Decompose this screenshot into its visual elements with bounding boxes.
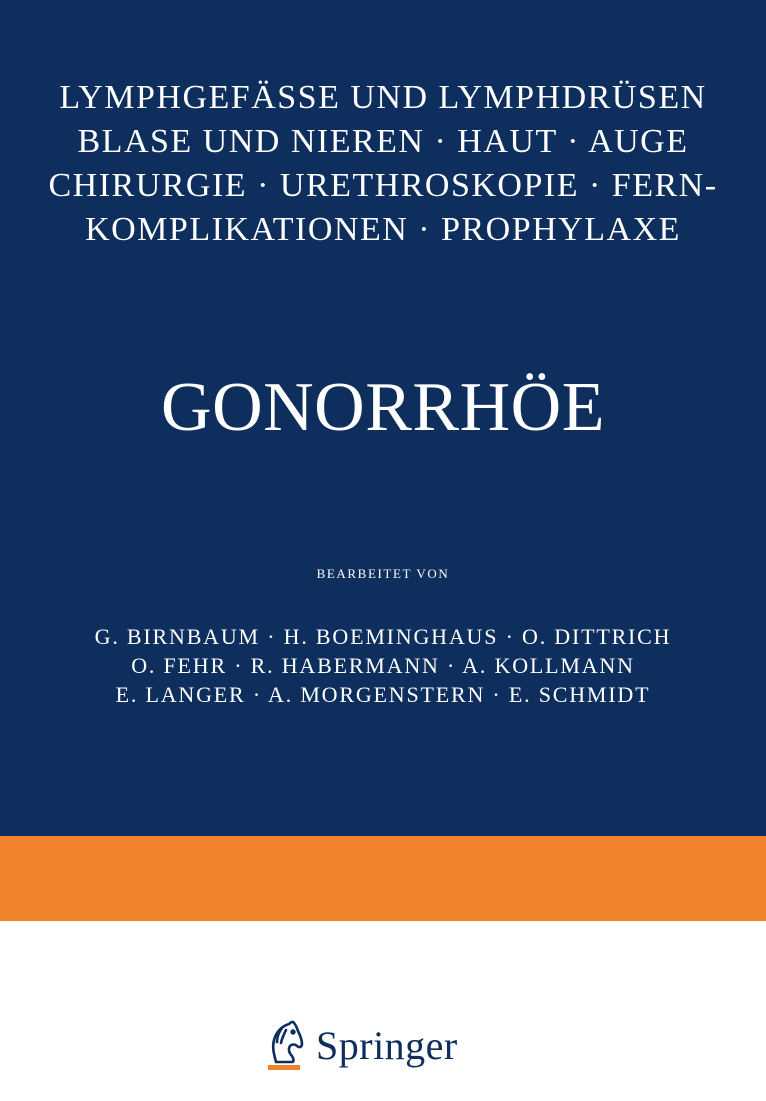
subject-lines bbox=[0, 76, 766, 252]
subject-line-2: BLASE UND NIEREN · HAUT · AUGE bbox=[77, 123, 689, 160]
author-line-2: O. FEHR · R. HABERMANN · A. KOLLMANN bbox=[131, 653, 635, 678]
author-line-3: E. LANGER · A. MORGENSTERN · E. SCHMIDT bbox=[115, 682, 651, 707]
orange-band bbox=[0, 836, 766, 921]
subject-line-1: LYMPHGEFÄSSE UND LYMPHDRÜSEN bbox=[59, 79, 707, 116]
publisher-name: Springer bbox=[316, 1023, 458, 1068]
author-line-1: G. BIRNBAUM · H. BOEMINGHAUS · O. DITTRICH bbox=[94, 624, 672, 649]
springer-horse-head-icon bbox=[262, 1018, 306, 1074]
publisher-imprint bbox=[262, 1016, 458, 1076]
author-lines bbox=[0, 622, 766, 709]
subject-line-3: CHIRURGIE · URETHROSKOPIE · FERN- bbox=[48, 167, 718, 204]
subject-line-4: KOMPLIKATIONEN · PROPHYLAXE bbox=[85, 211, 681, 248]
book-title: GONORRHÖE bbox=[161, 369, 605, 446]
edited-by-label: BEARBEITET VON bbox=[316, 566, 450, 581]
